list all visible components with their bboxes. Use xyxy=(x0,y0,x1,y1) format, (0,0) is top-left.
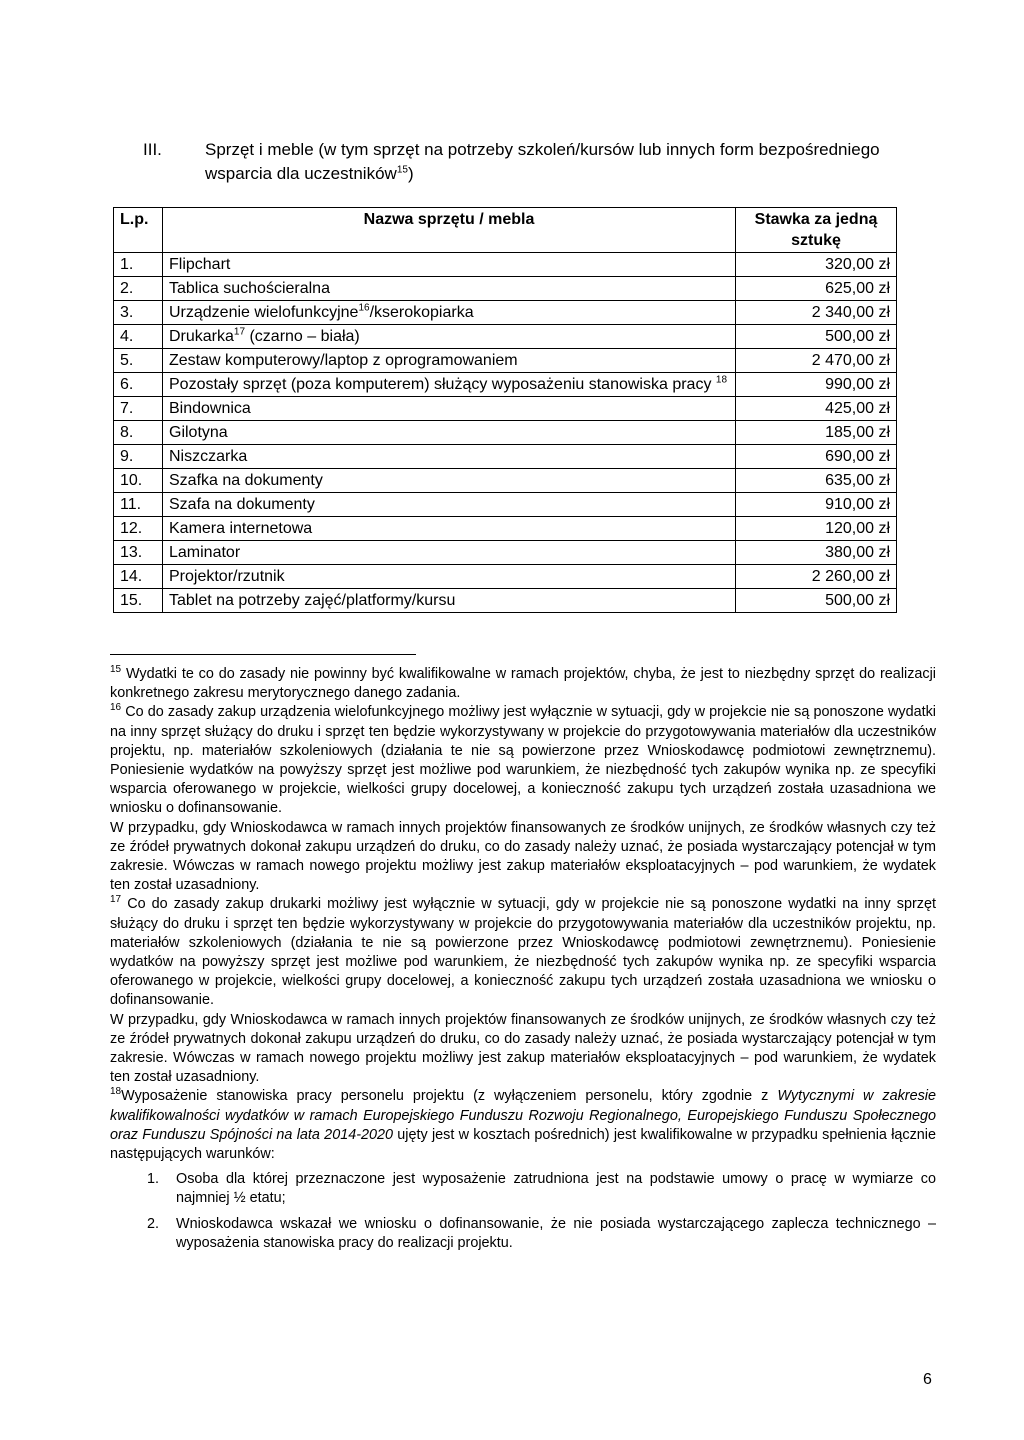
footnote-ref: 18 xyxy=(715,374,728,386)
footnote-15: $^{15}$ Wydatki te co do zasady nie powinny być kwalifikowalne w ramach projektów, chyba, że jest to niezbędny sprzęt do realizacji konkretnego zakresu merytorycznego danego zadania. xyxy=(110,664,936,702)
footnote-separator xyxy=(110,654,416,655)
header-name: Nazwa sprzętu / mebla xyxy=(163,208,736,253)
equipment-table xyxy=(113,207,897,613)
page-number: 6 xyxy=(923,1371,932,1388)
section-title: Sprzęt i meble (w tym sprzęt na potrzeby szkoleń/kursów lub innych form bezpośredniego wsparcia dla uczestników$^{15}$) xyxy=(205,140,880,183)
footnote-17-continued: W przypadku, gdy Wnioskodawca w ramach innych projektów finansowanych ze środków unijnych, ze środków własnych czy też ze źródeł prywatnych dokonał zakupu urządzeń do druku, co do zasady należy uznać, że posiada wystarczający potencjał w tym zakresie. Wówczas w ramach nowego projektu możliwy jest zakup materiałów eksploatacyjnych – pod warunkiem, że wydatek ten został uzasadniony. xyxy=(110,1011,936,1086)
table-row: 7. Bindownica 425,00 zł xyxy=(114,397,897,421)
header-price: Stawka za jedną sztukę xyxy=(736,208,897,253)
table-row: 2. Tablica suchościeralna 625,00 zł xyxy=(114,277,897,301)
conditions-list xyxy=(110,1170,936,1253)
table-row: 10. Szafka na dokumenty 635,00 zł xyxy=(114,469,897,493)
list-item: 1. Osoba dla której przeznaczone jest wyposażenie zatrudniona jest na podstawie umowy o pracę w wymiarze co najmniej ½ etatu; xyxy=(147,1171,936,1207)
footnote-17: $^{17}$ Co do zasady zakup drukarki możliwy jest wyłącznie w sytuacji, gdy w projekcie nie są ponoszone wydatki na inny sprzęt służący do druku i sprzęt ten będzie wykorzystywany w projekcie do przygotowywania materiałów dla uczestników projektu, np. materiałów szkoleniowych (działania te nie są powierzone przez Wnioskodawcę podmiotowi zewnętrznemu). Poniesienie wydatków na powyższy sprzęt jest możliwe pod warunkiem, że niezbędność tych zakupów wynika np. ze specyfiki wsparcia oferowanego w projekcie, wielkości grupy docelowej, a konieczność zakupu tych urządzeń została uzasadniona we wniosku o dofinansowanie. xyxy=(110,894,936,1009)
table-header-row xyxy=(114,208,897,253)
section-number: III. xyxy=(143,140,162,159)
table-row: 6. Pozostały sprzęt (poza komputerem) służący wyposażeniu stanowiska pracy $^{18}$ 990,00 zł xyxy=(114,373,897,397)
table-row: 5. Zestaw komputerowy/laptop z oprogramowaniem 2 470,00 zł xyxy=(114,349,897,373)
footnote-18: $^{18}$Wyposażenie stanowiska pracy personelu projektu (z wyłączeniem personelu, który zgodnie z Wytycznymi w zakresie kwalifikowalności wydatków w ramach Europejskiego Funduszu Rozwoju Regionalnego, Europejskiego Funduszu Społecznego oraz Funduszu Spójności na lata 2014-2020 ujęty jest w kosztach pośrednich) jest kwalifikowalne w przypadku spełnienia łącznie następujących warunków: xyxy=(110,1086,936,1163)
footnote-ref: 16 xyxy=(358,302,370,314)
table-row: 8. Gilotyna 185,00 zł xyxy=(114,421,897,445)
footnote-ref: 17 xyxy=(233,326,246,338)
table-row: 9. Niszczarka 690,00 zł xyxy=(114,445,897,469)
footnote-16: $^{16}$ Co do zasady zakup urządzenia wielofunkcyjnego możliwy jest wyłącznie w sytuacji, gdy w projekcie nie są ponoszone wydatki na inny sprzęt służący do druku i sprzęt ten będzie wykorzystywany w projekcie do przygotowywania materiałów dla uczestników projektu, np. materiałów szkoleniowych (działania te nie są powierzone przez Wnioskodawcę podmiotowi zewnętrznemu). Poniesienie wydatków na powyższy sprzęt jest możliwe pod warunkiem, że niezbędność tych zakupów wynika np. ze specyfiki wsparcia oferowanego w projekcie, wielkości grupy docelowej, a konieczność zakupu tych urządzeń została uzasadniona we wniosku o dofinansowanie. xyxy=(110,702,936,817)
footnotes xyxy=(110,665,936,1253)
table-row: 15. Tablet na potrzeby zajęć/platformy/kursu 500,00 zł xyxy=(114,589,897,613)
table-row: 14. Projektor/rzutnik 2 260,00 zł xyxy=(114,565,897,589)
header-lp: L.p. xyxy=(114,208,163,253)
table-row: 11. Szafa na dokumenty 910,00 zł xyxy=(114,493,897,517)
table-row: 4. Drukarka$^{17}$ (czarno – biała) 500,00 zł xyxy=(114,325,897,349)
table-row: 13. Laminator 380,00 zł xyxy=(114,541,897,565)
table-row: 12. Kamera internetowa 120,00 zł xyxy=(114,517,897,541)
list-item: 2. Wnioskodawca wskazał we wniosku o dofinansowanie, że nie posiada wystarczającego zaplecza technicznego – wyposażenia stanowiska pracy do realizacji projektu. xyxy=(147,1215,936,1251)
table-row: 3. Urządzenie wielofunkcyjne$^{16}$/kserokopiarka 2 340,00 zł xyxy=(114,301,897,325)
footnote-16-continued: W przypadku, gdy Wnioskodawca w ramach innych projektów finansowanych ze środków unijnych, ze środków własnych czy też ze źródeł prywatnych dokonał zakupu urządzeń do druku, co do zasady należy uznać, że posiada wystarczający potencjał w tym zakresie. Wówczas w ramach nowego projektu możliwy jest zakup materiałów eksploatacyjnych – pod warunkiem, że wydatek ten został uzasadniony. xyxy=(110,819,936,894)
footnote-ref: 15 xyxy=(396,164,408,176)
table-row: 1. Flipchart 320,00 zł xyxy=(114,253,897,277)
